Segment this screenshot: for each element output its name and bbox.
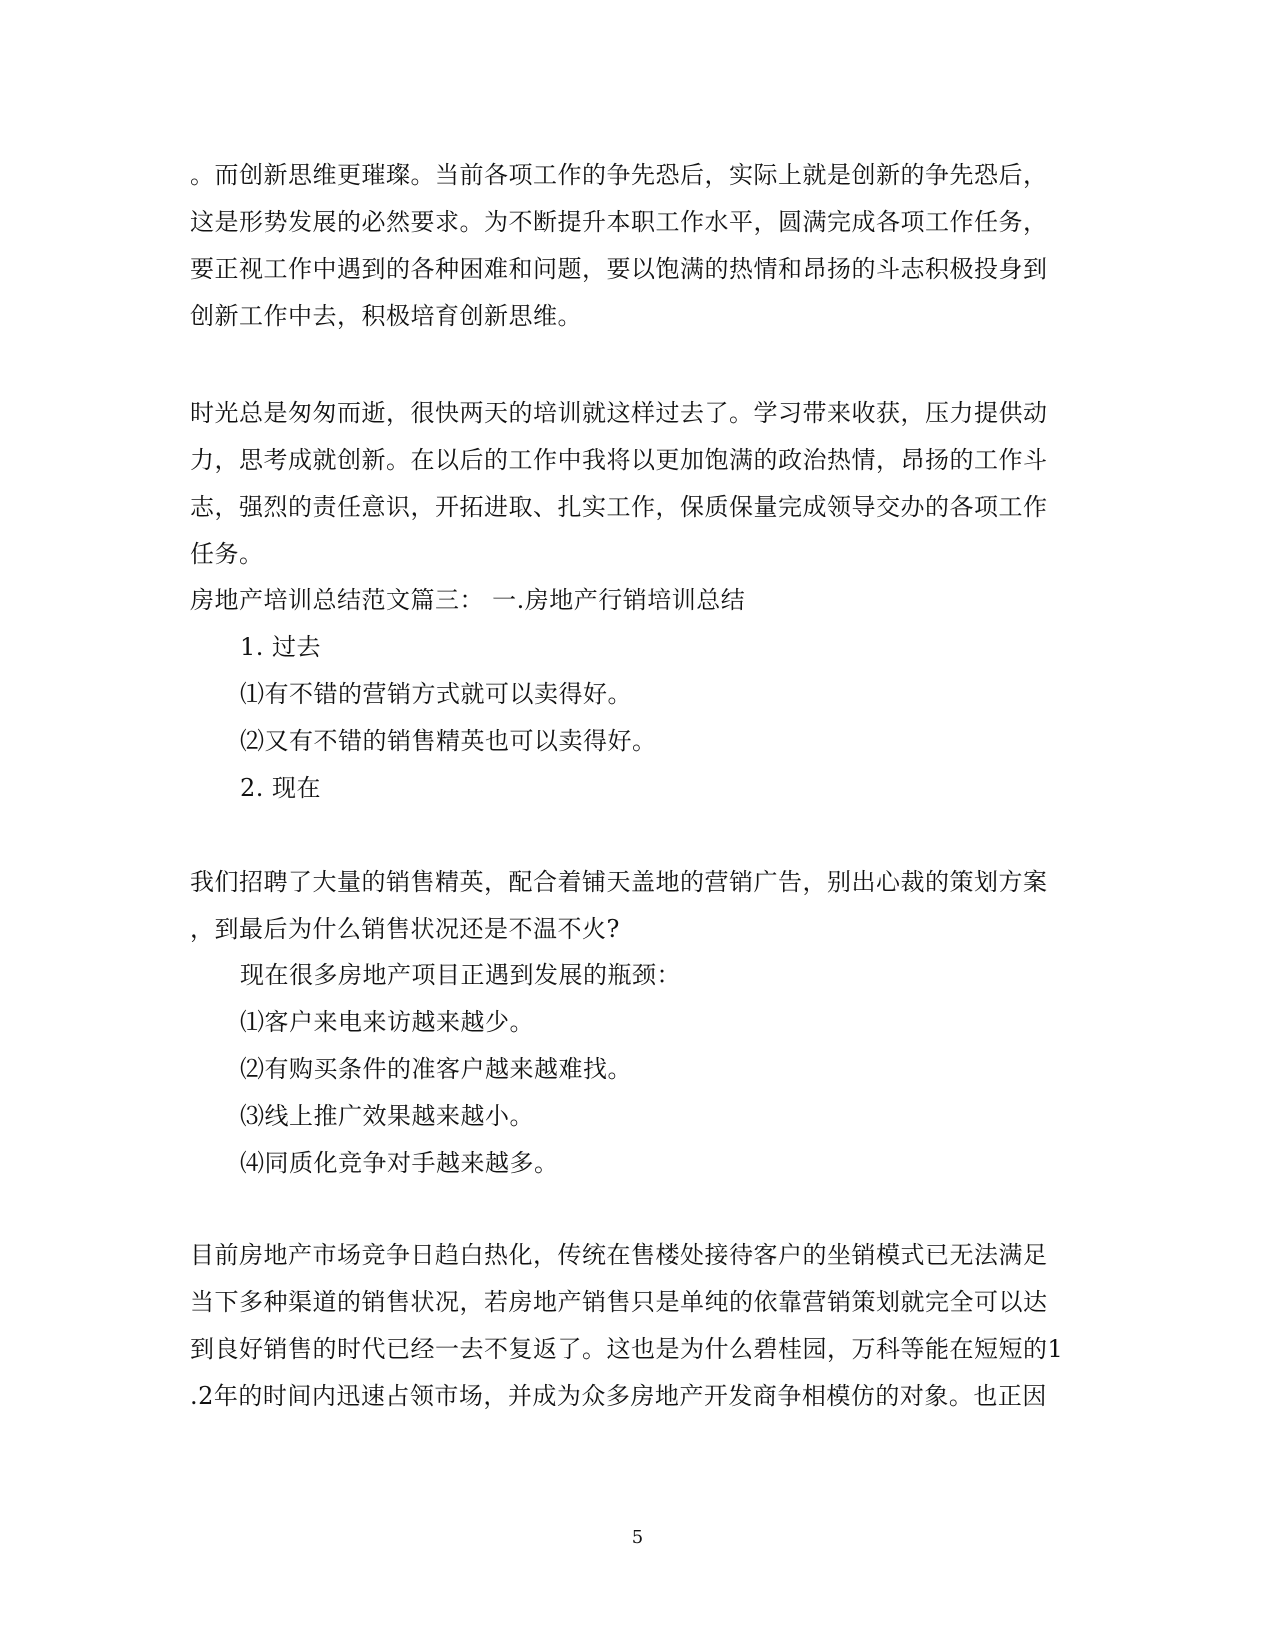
text-line: ，到最后为什么销售状况还是不温不火? [190, 915, 620, 943]
text-line: 志，强烈的责任意识，开拓进取、扎实工作，保质保量完成领导交办的各项工作 [190, 493, 1048, 521]
list-item: ⑵有购买条件的准客户越来越难找。 [240, 1055, 632, 1083]
text-line: 创新工作中去，积极培育创新思维。 [190, 302, 582, 330]
list-item: ⑷同质化竞争对手越来越多。 [240, 1149, 559, 1177]
text-line: 时光总是匆匆而逝，很快两天的培训就这样过去了。学习带来收获，压力提供动 [190, 399, 1048, 427]
list-item: ⑶线上推广效果越来越小。 [240, 1102, 534, 1130]
text-line: 。而创新思维更璀璨。当前各项工作的争先恐后，实际上就是创新的争先恐后， [190, 161, 1048, 189]
text-line: 这是形势发展的必然要求。为不断提升本职工作水平，圆满完成各项工作任务， [190, 208, 1048, 236]
list-item: 1. 过去 [240, 633, 322, 661]
text-line: 力，思考成就创新。在以后的工作中我将以更加饱满的政治热情，昂扬的工作斗 [190, 446, 1048, 474]
text-line: 到良好销售的时代已经一去不复返了。这也是为什么碧桂园，万科等能在短短的1 [190, 1335, 1064, 1363]
section-heading: 房地产培训总结范文篇三： 一.房地产行销培训总结 [190, 586, 746, 614]
text-line: 目前房地产市场竞争日趋白热化，传统在售楼处接待客户的坐销模式已无法满足 [190, 1241, 1048, 1269]
page-number: 5 [631, 1527, 644, 1548]
text-line: .2年的时间内迅速占领市场，并成为众多房地产开发商争相模仿的对象。也正因 [190, 1382, 1047, 1410]
text-line: 现在很多房地产项目正遇到发展的瓶颈： [240, 961, 681, 989]
list-item: ⑴有不错的营销方式就可以卖得好。 [240, 680, 632, 708]
list-item: 2. 现在 [240, 774, 322, 802]
text-line: 我们招聘了大量的销售精英，配合着铺天盖地的营销广告，别出心裁的策划方案 [190, 868, 1048, 896]
list-item: ⑵又有不错的销售精英也可以卖得好。 [240, 727, 657, 755]
text-line: 任务。 [190, 540, 264, 568]
text-line: 要正视工作中遇到的各种困难和问题，要以饱满的热情和昂扬的斗志积极投身到 [190, 255, 1048, 283]
list-item: ⑴客户来电来访越来越少。 [240, 1008, 534, 1036]
text-line: 当下多种渠道的销售状况，若房地产销售只是单纯的依靠营销策划就完全可以达 [190, 1288, 1048, 1316]
